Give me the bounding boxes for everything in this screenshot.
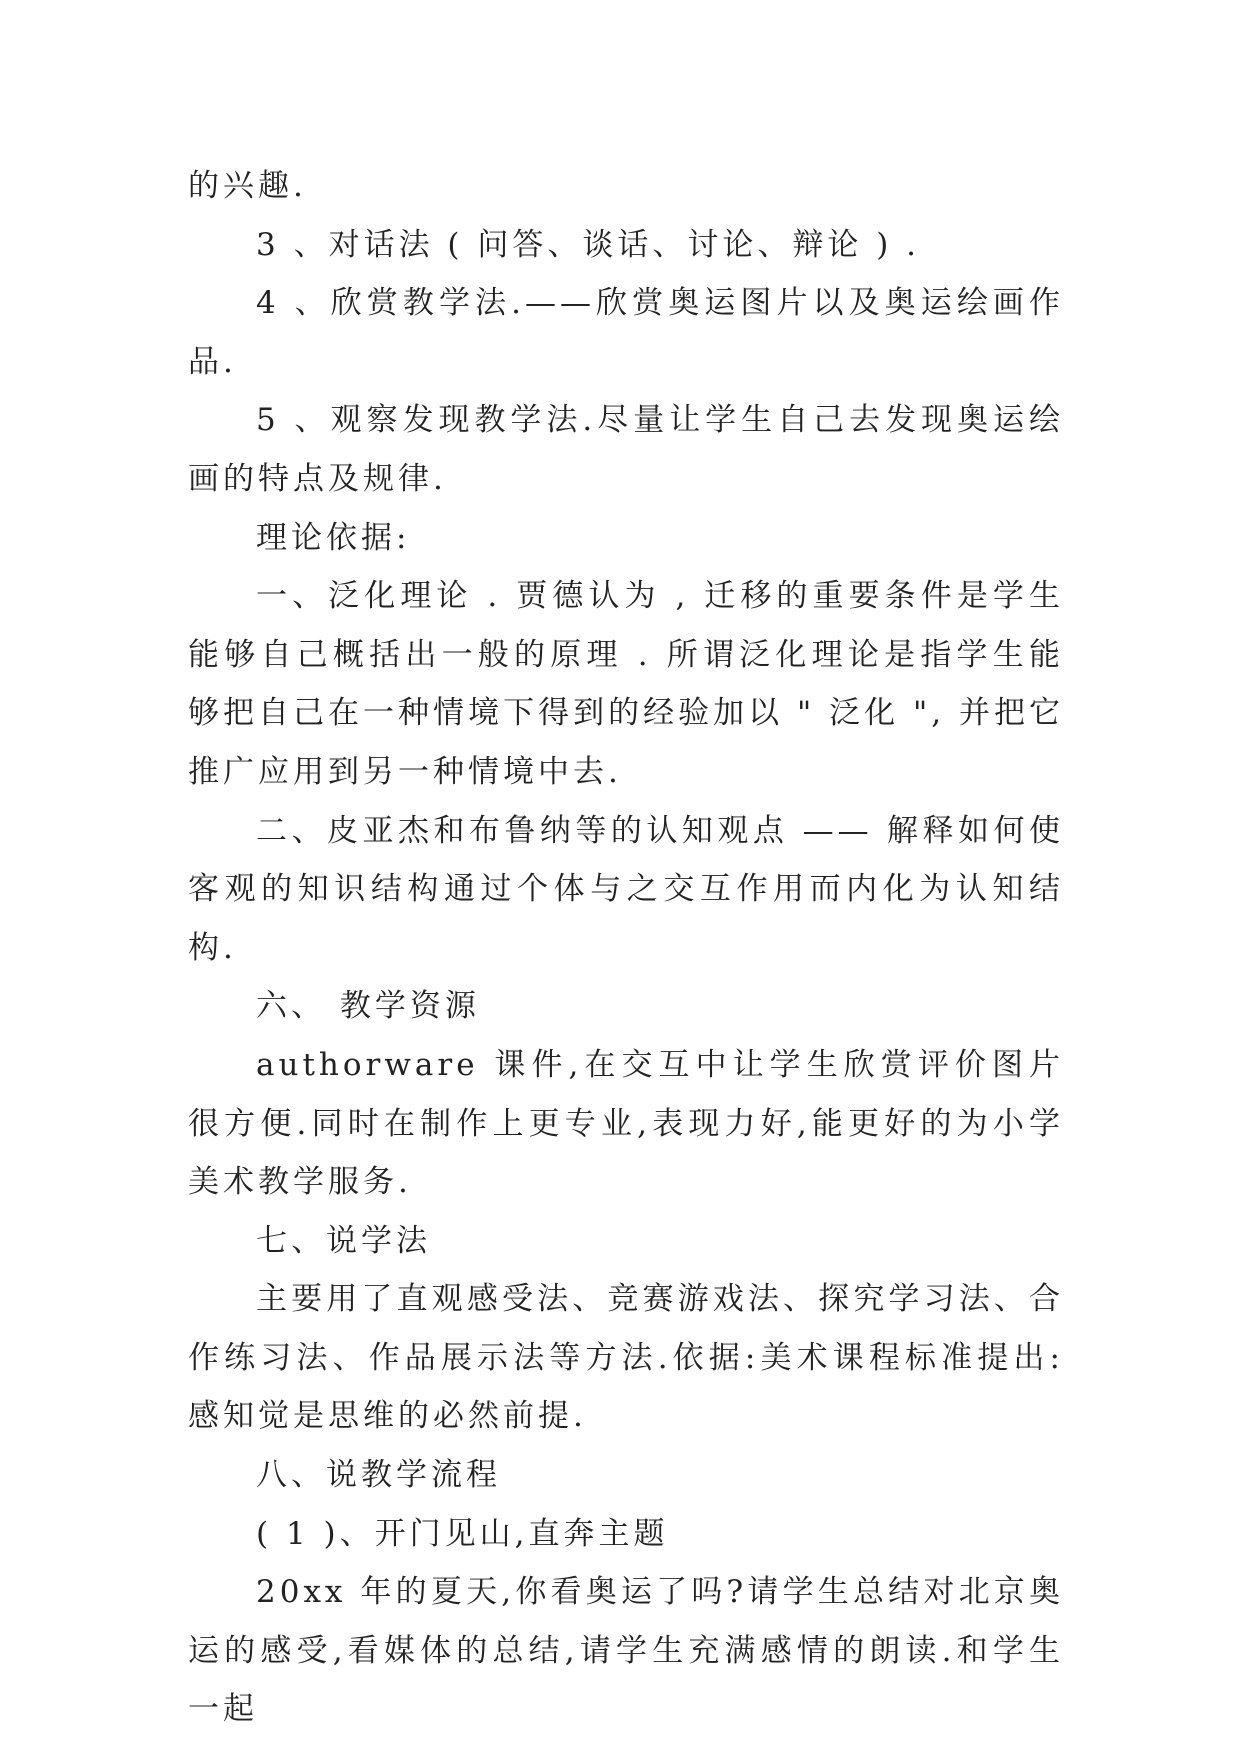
paragraph: 主要用了直观感受法、竞赛游戏法、探究学习法、合作练习法、作品展示法等方法.依据:美术课程标准提出:感知觉是思维的必然前提.	[188, 1281, 1064, 1435]
paragraph: 5 、观察发现教学法.尽量让学生自己去发现奥运绘画的特点及规律.	[188, 402, 1064, 497]
paragraph: 4 、欣赏教学法.——欣赏奥运图片以及奥运绘画作品.	[188, 285, 1064, 380]
paragraph: authorware 课件,在交互中让学生欣赏评价图片很方便.同时在制作上更专业,表现力好,能更好的为小学美术教学服务.	[188, 1046, 1064, 1201]
paragraph: 的兴趣.	[188, 168, 307, 204]
paragraph: 20xx 年的夏天,你看奥运了吗?请学生总结对北京奥运的感受,看媒体的总结,请学生充满感情的朗读.和学生一起	[188, 1574, 1064, 1728]
paragraph: 一、泛化理论 . 贾德认为 , 迁移的重要条件是学生能够自己概括出一般的原理 . 所谓泛化理论是指学生能够把自己在一种情境下得到的经验加以 " 泛化 ", 并把它推广应用到另一种情境中去.	[188, 578, 1064, 790]
document-body	[188, 157, 1064, 1739]
paragraph: 二、皮亚杰和布鲁纳等的认知观点 —— 解释如何使客观的知识结构通过个体与之交互作用而内化为认知结构.	[188, 812, 1064, 966]
section-heading: 六、 教学资源	[256, 988, 480, 1025]
paragraph: 3 、对话法 ( 问答、谈话、讨论、辩论 ) .	[256, 226, 921, 263]
section-heading: 八、说教学流程	[256, 1457, 501, 1494]
section-heading: 七、说学法	[256, 1222, 431, 1259]
subsection-heading: ( 1 )、开门见山,直奔主题	[256, 1515, 669, 1552]
paragraph: 理论依据:	[256, 519, 411, 556]
